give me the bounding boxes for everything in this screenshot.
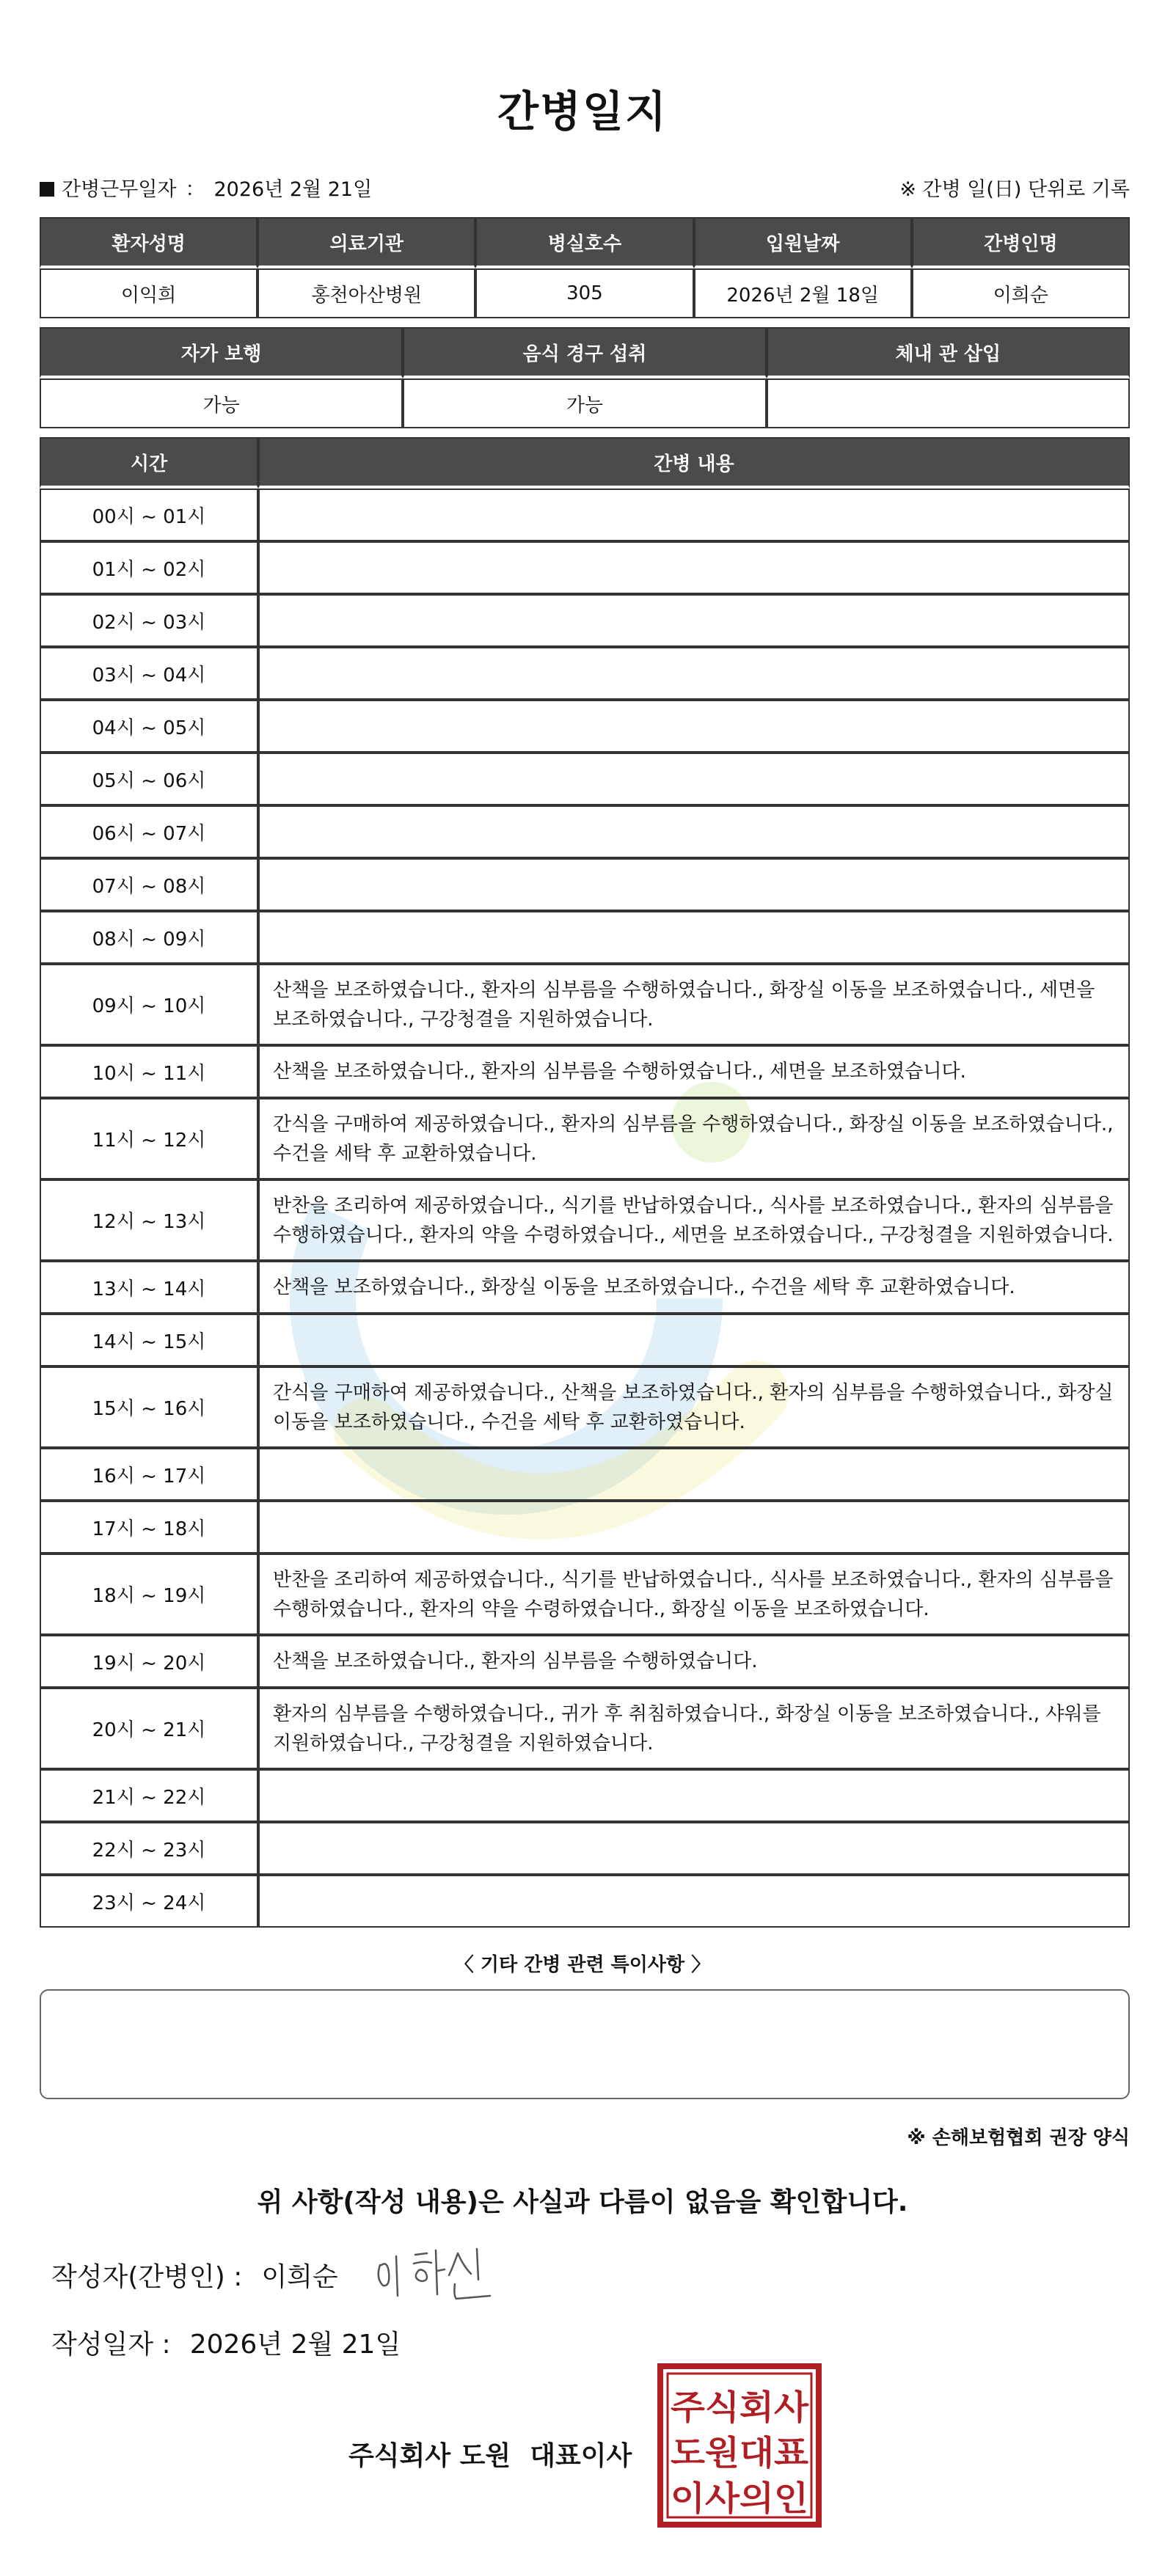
self-walking-value: 가능 [40,378,403,428]
patient-status-header-row [40,327,1130,378]
writer-label: 작성자(간병인) : [51,2262,243,2292]
log-time-cell: 17시 ~ 18시 [40,1501,258,1554]
patient-status-table [40,327,1130,428]
admission-date: 2026년 2월 18일 [694,268,912,318]
log-time-cell: 15시 ~ 16시 [40,1366,258,1448]
log-content-cell [258,700,1130,753]
remarks-box [40,1989,1130,2099]
log-time-cell: 02시 ~ 03시 [40,594,258,647]
log-content-cell [258,594,1130,647]
header-self-walking: 자가 보행 [40,327,403,378]
log-content-cell: 산책을 보조하였습니다., 환자의 심부름을 수행하였습니다. [258,1635,1130,1688]
patient-info-header-row [40,217,1130,268]
header-tube-insertion: 체내 관 삽입 [767,327,1130,378]
header-oral-intake: 음식 경구 섭취 [403,327,766,378]
care-log-row [40,858,1130,911]
log-time-cell: 12시 ~ 13시 [40,1179,258,1261]
log-content-cell: 간식을 구매하여 제공하였습니다., 산책을 보조하였습니다., 환자의 심부름을 수행하였습니다., 화장실 이동을 보조하였습니다., 수건을 세탁 후 교환하였습니다. [258,1366,1130,1448]
log-content-cell: 간식을 구매하여 제공하였습니다., 환자의 심부름을 수행하였습니다., 화장실 이동을 보조하였습니다., 수건을 세탁 후 교환하였습니다. [258,1098,1130,1179]
record-unit-note: ※ 간병 일(日) 단위로 기록 [899,178,1130,201]
care-log-row [40,1875,1130,1928]
log-content-cell [258,911,1130,964]
care-log-row [40,489,1130,541]
shift-date-separator: ： [185,178,205,201]
log-content-cell [258,858,1130,911]
care-log-row [40,1045,1130,1098]
hourly-care-log-table [40,437,1130,1928]
log-time-cell: 22시 ~ 23시 [40,1822,258,1875]
representative-title: 대표이사 [530,2441,632,2471]
shift-date-value: 2026년 2월 21일 [213,178,373,201]
care-log-row [40,1366,1130,1448]
log-content-cell [258,753,1130,805]
care-log-row [40,1554,1130,1635]
care-log-row [40,700,1130,753]
log-time-cell: 14시 ~ 15시 [40,1314,258,1366]
log-time-cell: 03시 ~ 04시 [40,647,258,700]
log-content-cell: 반찬을 조리하여 제공하였습니다., 식기를 반납하였습니다., 식사를 보조하였습니다., 환자의 심부름을 수행하였습니다., 환자의 약을 수령하였습니다., 화장실 이동을 보조하였습니다. [258,1554,1130,1635]
seal-text-row: 이사의인 [671,2478,808,2518]
patient-info-value-row [40,268,1130,318]
tube-insertion-value [767,378,1130,428]
company-signature-line [348,2435,632,2473]
care-log-row [40,1822,1130,1875]
log-content-cell [258,541,1130,594]
care-log-row [40,1314,1130,1366]
log-time-cell: 21시 ~ 22시 [40,1769,258,1822]
care-log-row [40,1448,1130,1501]
square-bullet-icon [40,182,54,197]
log-content-cell [258,805,1130,858]
care-log-row [40,1261,1130,1314]
form-recommendation-note: ※ 손해보험협회 권장 양식 [907,2127,1130,2149]
company-name: 주식회사 도원 [348,2441,511,2471]
oral-intake-value: 가능 [403,378,766,428]
care-log-row [40,1635,1130,1688]
log-time-cell: 23시 ~ 24시 [40,1875,258,1928]
care-log-row [40,647,1130,700]
company-seal-stamp [657,2363,822,2528]
log-content-cell: 환자의 심부름을 수행하였습니다., 귀가 후 취침하였습니다., 화장실 이동을 보조하였습니다., 샤워를 지원하였습니다., 구강청결을 지원하였습니다. [258,1688,1130,1769]
log-content-cell [258,1769,1130,1822]
room-number: 305 [475,268,693,318]
writer-name: 이희순 [261,2262,338,2292]
written-date-value: 2026년 2월 21일 [189,2330,401,2360]
log-time-cell: 01시 ~ 02시 [40,541,258,594]
log-content-cell: 산책을 보조하였습니다., 환자의 심부름을 수행하였습니다., 화장실 이동을 보조하였습니다., 세면을 보조하였습니다., 구강청결을 지원하였습니다. [258,964,1130,1045]
header-time: 시간 [40,437,258,489]
log-content-cell [258,1822,1130,1875]
seal-text-row: 주식회사 [671,2387,809,2427]
log-time-cell: 06시 ~ 07시 [40,805,258,858]
care-log-row [40,1098,1130,1179]
log-time-cell: 08시 ~ 09시 [40,911,258,964]
care-log-header-row [40,437,1130,489]
log-time-cell: 18시 ~ 19시 [40,1554,258,1635]
header-caregiver-name: 간병인명 [912,217,1130,268]
log-content-cell [258,489,1130,541]
log-time-cell: 19시 ~ 20시 [40,1635,258,1688]
confirmation-statement: 위 사항(작성 내용)은 사실과 다름이 없음을 확인합니다. [257,2187,908,2217]
log-time-cell: 20시 ~ 21시 [40,1688,258,1769]
caregiver-name: 이희순 [912,268,1130,318]
care-log-row [40,753,1130,805]
patient-name: 이익희 [40,268,258,318]
care-log-row [40,594,1130,647]
log-time-cell: 09시 ~ 10시 [40,964,258,1045]
written-date-line [51,2324,401,2361]
care-log-row [40,1179,1130,1261]
log-time-cell: 13시 ~ 14시 [40,1261,258,1314]
care-log-rows [40,489,1130,1928]
care-log-row [40,964,1130,1045]
log-time-cell: 07시 ~ 08시 [40,858,258,911]
header-hospital: 의료기관 [258,217,475,268]
log-content-cell [258,1448,1130,1501]
patient-status-value-row [40,378,1130,428]
written-date-label: 작성일자 : [51,2330,171,2360]
shift-date-label: 간병근무일자 [62,178,177,201]
log-time-cell: 04시 ~ 05시 [40,700,258,753]
log-content-cell [258,1875,1130,1928]
log-time-cell: 11시 ~ 12시 [40,1098,258,1179]
log-content-cell [258,647,1130,700]
log-time-cell: 05시 ~ 06시 [40,753,258,805]
page-title: 간병일지 [497,87,668,136]
seal-text-row: 도원대표 [671,2433,809,2473]
log-content-cell: 반찬을 조리하여 제공하였습니다., 식기를 반납하였습니다., 식사를 보조하였습니다., 환자의 심부름을 수행하였습니다., 환자의 약을 수령하였습니다., 세면을 보조하였습니다., 구강청결을 지원하였습니다. [258,1179,1130,1261]
care-log-row [40,911,1130,964]
writer-line [51,2256,338,2294]
log-content-cell: 산책을 보조하였습니다., 환자의 심부름을 수행하였습니다., 세면을 보조하였습니다. [258,1045,1130,1098]
header-admission-date: 입원날짜 [694,217,912,268]
log-time-cell: 10시 ~ 11시 [40,1045,258,1098]
log-content-cell [258,1314,1130,1366]
remarks-label: 〈 기타 간병 관련 특이사항 〉 [454,1954,711,1976]
log-time-cell: 16시 ~ 17시 [40,1448,258,1501]
header-patient-name: 환자성명 [40,217,258,268]
log-time-cell: 00시 ~ 01시 [40,489,258,541]
care-log-row [40,1501,1130,1554]
shift-date [40,173,372,202]
log-content-cell: 산책을 보조하였습니다., 화장실 이동을 보조하였습니다., 수건을 세탁 후 교환하였습니다. [258,1261,1130,1314]
care-log-row [40,805,1130,858]
care-log-row [40,541,1130,594]
handwritten-signature [373,2243,505,2309]
care-log-row [40,1769,1130,1822]
patient-info-table [40,217,1130,318]
log-content-cell [258,1501,1130,1554]
care-log-row [40,1688,1130,1769]
hospital-name: 홍천아산병원 [258,268,475,318]
header-care-content: 간병 내용 [258,437,1130,489]
header-room: 병실호수 [475,217,693,268]
